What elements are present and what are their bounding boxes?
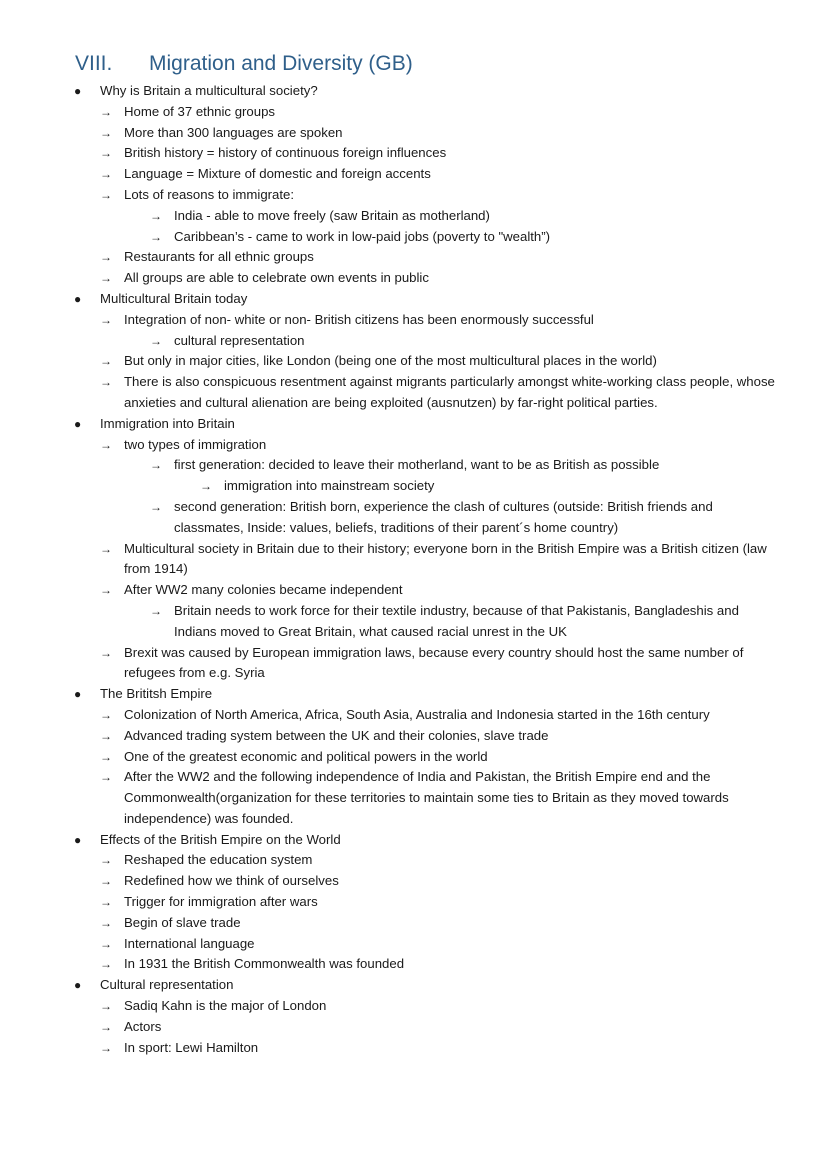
item-text: British history = history of continuous foreign influences (124, 145, 447, 161)
item-text: There is also conspicuous resentment against migrants particularly amongst white-working class people, whose anxieties and cultural alienation are being exploited (ausnutzen) by far-right political parties. (124, 374, 775, 410)
arrow-item (0, 934, 828, 955)
item-text: Language = Mixture of domestic and foreign accents (124, 166, 431, 182)
bullet-item (0, 414, 828, 435)
arrow-item (0, 497, 828, 539)
item-text: After WW2 many colonies became independent (124, 582, 403, 598)
arrow-icon: → (150, 333, 162, 348)
section-heading (75, 51, 413, 77)
arrow-item (0, 954, 828, 975)
arrow-icon: → (100, 167, 112, 182)
arrow-item (0, 913, 828, 934)
bullet-icon: ● (74, 416, 82, 431)
item-text: Brexit was caused by European immigration laws, because every country should host the same number of refugees from e.g. Syria (124, 644, 744, 681)
bullet-outline (0, 81, 828, 1058)
arrow-icon: → (150, 458, 162, 473)
item-text: Caribbean’s - came to work in low-paid jobs (poverty to "wealth”) (174, 228, 551, 244)
item-text: Colonization of North America, Africa, South Asia, Australia and Indonesia started in the 16th century (124, 706, 710, 722)
bullet-item (0, 830, 828, 851)
item-text: Effects of the British Empire on the World (100, 831, 341, 847)
item-text: In 1931 the British Commonwealth was founded (124, 956, 405, 972)
item-text: More than 300 languages are spoken (124, 124, 343, 140)
arrow-item (0, 331, 828, 352)
arrow-icon: → (100, 125, 112, 140)
item-text: Trigger for immigration after wars (124, 894, 318, 910)
arrow-icon: → (100, 874, 112, 889)
arrow-icon: → (100, 999, 112, 1014)
arrow-icon: → (100, 936, 112, 951)
item-text: first generation: decided to leave their motherland, want to be as British as possible (174, 457, 660, 473)
bullet-item (0, 684, 828, 705)
item-text: Advanced trading system between the UK and their colonies, slave trade (124, 727, 549, 743)
bullet-item (0, 975, 828, 996)
arrow-icon: → (150, 208, 162, 223)
arrow-icon: → (150, 499, 162, 514)
item-text: Why is Britain a multicultural society? (100, 83, 318, 98)
arrow-item (0, 580, 828, 601)
arrow-icon: → (100, 583, 112, 598)
arrow-item (0, 372, 828, 414)
arrow-icon: → (100, 707, 112, 722)
arrow-item (0, 435, 828, 456)
arrow-item (0, 102, 828, 123)
section-number: VIII. (75, 52, 113, 75)
arrow-icon: → (100, 1019, 112, 1034)
arrow-icon: → (150, 603, 162, 618)
arrow-icon: → (100, 957, 112, 972)
item-text: Restaurants for all ethnic groups (124, 249, 314, 265)
arrow-icon: → (100, 1040, 112, 1055)
item-text: Begin of slave trade (124, 914, 241, 930)
arrow-item (0, 247, 828, 268)
item-text: One of the greatest economic and political powers in the world (124, 748, 488, 764)
item-text: After the WW2 and the following independence of India and Pakistan, the British Empire end and the Commonwealth(organization for these territories to maintain some ties to Britain as they moved towards independence) was founded. (124, 769, 729, 826)
arrow-item (0, 996, 828, 1017)
item-text: Actors (124, 1018, 162, 1034)
arrow-item (0, 455, 828, 476)
arrow-item (0, 143, 828, 164)
arrow-item (0, 601, 828, 643)
arrow-icon: → (100, 915, 112, 930)
item-text: Redefined how we think of ourselves (124, 873, 339, 889)
arrow-item (0, 705, 828, 726)
item-text: International language (124, 935, 255, 951)
item-text: Reshaped the education system (124, 852, 313, 868)
bullet-icon: ● (74, 84, 82, 98)
arrow-item (0, 539, 828, 581)
item-text: All groups are able to celebrate own events in public (124, 270, 429, 286)
arrow-item (0, 1017, 828, 1038)
arrow-item (0, 227, 828, 248)
arrow-item (0, 206, 828, 227)
arrow-item (0, 871, 828, 892)
arrow-item (0, 643, 828, 685)
item-text: Immigration into Britain (100, 415, 235, 431)
arrow-item (0, 351, 828, 372)
item-text: Lots of reasons to immigrate: (124, 186, 295, 202)
item-text: Integration of non- white or non- British citizens has been enormously successful (124, 311, 594, 327)
arrow-icon: → (100, 853, 112, 868)
item-text: Sadiq Kahn is the major of London (124, 998, 327, 1014)
bullet-icon: ● (74, 291, 82, 306)
arrow-item (0, 164, 828, 185)
item-text: immigration into mainstream society (224, 478, 435, 494)
arrow-item (0, 1038, 828, 1059)
arrow-icon: → (100, 354, 112, 369)
arrow-icon: → (100, 895, 112, 910)
bullet-item (0, 81, 828, 102)
arrow-item (0, 268, 828, 289)
bullet-icon: ● (74, 978, 82, 993)
item-text: The Brititsh Empire (100, 686, 213, 702)
item-text: second generation: British born, experience the clash of cultures (outside: British friends and classmates, Inside: values, beliefs, traditions of their parent´s home country) (174, 498, 713, 535)
arrow-item (0, 123, 828, 144)
bullet-item (0, 289, 828, 310)
item-text: But only in major cities, like London (being one of the most multicultural places in the world) (124, 353, 657, 369)
item-text: Britain needs to work force for their textile industry, because of that Pakistanis, Bangladeshis and Indians moved to Great Britain, what caused racial unrest in the UK (174, 602, 739, 639)
arrow-item (0, 747, 828, 768)
item-text: Home of 37 ethnic groups (124, 103, 276, 119)
arrow-icon: → (100, 146, 112, 161)
bullet-icon: ● (74, 832, 82, 847)
arrow-icon: → (150, 229, 162, 244)
arrow-item (0, 726, 828, 747)
arrow-icon: → (100, 375, 112, 390)
arrow-item (0, 310, 828, 331)
arrow-item (0, 892, 828, 913)
arrow-item (0, 767, 828, 829)
item-text: Cultural representation (100, 977, 234, 993)
item-text: India - able to move freely (saw Britain as motherland) (174, 207, 490, 223)
arrow-icon: → (100, 187, 112, 202)
arrow-icon: → (100, 312, 112, 327)
arrow-item (0, 185, 828, 206)
arrow-icon: → (100, 541, 112, 556)
arrow-icon: → (100, 749, 112, 764)
item-text: two types of immigration (124, 436, 267, 452)
arrow-item (0, 476, 828, 497)
arrow-icon: → (100, 104, 112, 119)
bullet-icon: ● (74, 687, 82, 702)
item-text: Multicultural society in Britain due to their history; everyone born in the British Empire was a British citizen (law from 1914) (124, 540, 767, 577)
arrow-icon: → (100, 728, 112, 743)
item-text: In sport: Lewi Hamilton (124, 1039, 259, 1055)
arrow-icon: → (100, 645, 112, 660)
arrow-item (0, 850, 828, 871)
arrow-icon: → (100, 250, 112, 265)
arrow-icon: → (100, 437, 112, 452)
section-title: Migration and Diversity (GB) (149, 52, 413, 75)
item-text: Multicultural Britain today (100, 290, 248, 306)
arrow-icon: → (200, 479, 212, 494)
item-text: cultural representation (174, 332, 305, 348)
arrow-icon: → (100, 770, 112, 785)
arrow-icon: → (100, 271, 112, 286)
